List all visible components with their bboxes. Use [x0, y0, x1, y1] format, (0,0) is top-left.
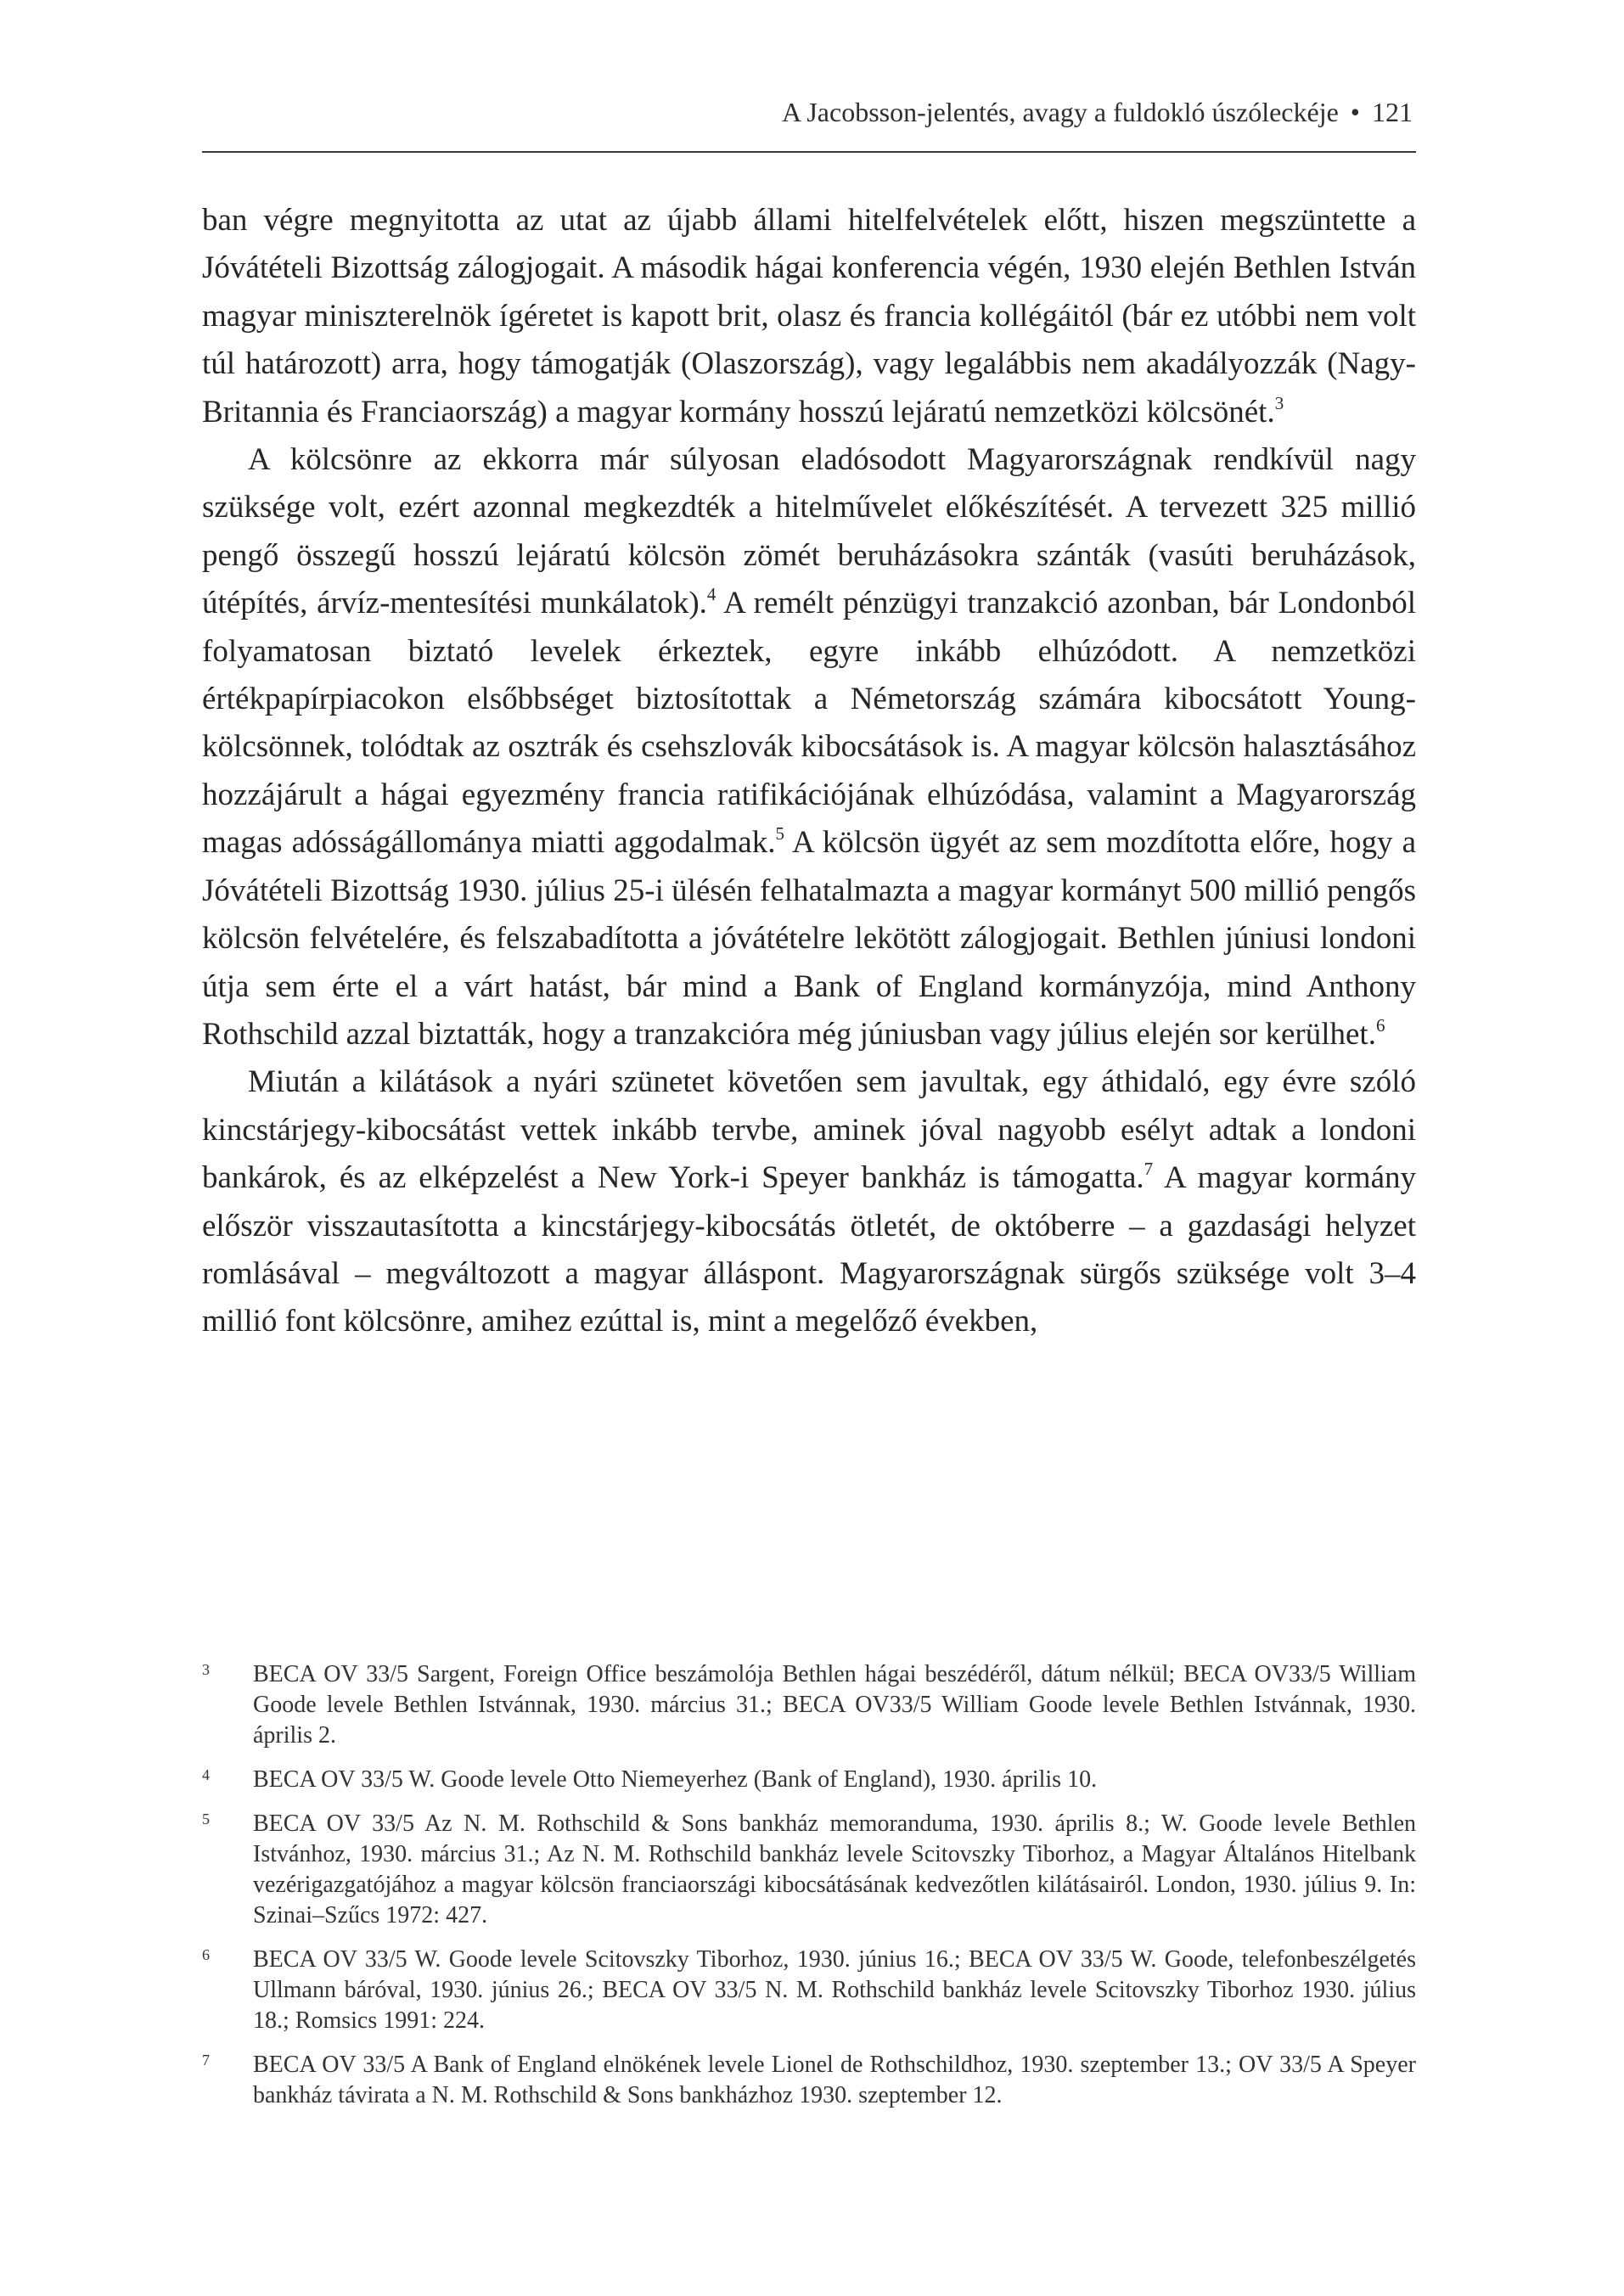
footnote-number: 4: [202, 1766, 210, 1783]
running-title: A Jacobsson-jelentés, avagy a fuldokló úszóleckéje: [782, 97, 1339, 127]
footnote-text: BECA OV 33/5 A Bank of England elnökének levele Lionel de Rothschildhoz, 1930. szeptember 13.; OV 33/5 A Speyer bankház távirata a N. M. Rothschild & Sons bankházhoz 1930. szeptember 12.: [253, 2052, 1416, 2108]
footnote: [202, 1809, 1416, 1931]
paragraph-text: A kölcsön ügyét az sem mozdította előre, hogy a Jóvátételi Bizottság 1930. július 25-i ülésén felhatalmazta a magyar kormányt 500 millió pengős kölcsön felvételére, és felszabadította a jóvátételre lekötött zálogjogait. Bethlen júniusi londoni útja sem érte el a várt hatást, bár mind a Bank of England kormányzója, mind Anthony Rothschild azzal biztatták, hogy a tranzakcióra még júniusban vagy július elején sor kerülhet.: [202, 825, 1417, 1052]
paragraph-3: [202, 1058, 1416, 1345]
main-text: [202, 197, 1416, 1346]
footnote: [202, 1945, 1416, 2036]
paragraph-text: A kölcsönre az ekkorra már súlyosan eladósodott Magyarországnak rendkívül nagy szüksége volt, ezért azonnal megkezdték a hitelművelet előkészítését. A tervezett 325 millió pengő összegű hosszú lejáratú kölcsön zömét beruházásokra szánták (vasúti beruházások, útépítés, árvíz-mentesítési munkálatok).: [202, 442, 1416, 621]
footnote-text: BECA OV 33/5 Sargent, Foreign Office beszámolója Bethlen hágai beszédéről, dátum nélkül; BECA OV33/5 William Goode levele Bethlen Istvánnak, 1930. március 31.; BECA OV33/5 William Goode levele Bethlen Istvánnak, 1930. április 2.: [253, 1661, 1416, 1749]
footnote: [202, 1659, 1416, 1751]
footnote-number: 6: [202, 1946, 210, 1963]
footnote-text: BECA OV 33/5 W. Goode levele Otto Niemeyerhez (Bank of England), 1930. április 10.: [253, 1766, 1098, 1793]
footnote-ref-4[interactable]: 4: [706, 584, 716, 605]
footnote-ref-7[interactable]: 7: [1144, 1159, 1154, 1180]
footnote: [202, 2050, 1416, 2111]
footnote-number: 7: [202, 2052, 210, 2069]
footnote-text: BECA OV 33/5 Az N. M. Rothschild & Sons bankház memoranduma, 1930. április 8.; W. Goode levele Bethlen Istvánhoz, 1930. március 31.; Az N. M. Rothschild bankház levele Scitovszky Tiborhoz, a Magyar Általános Hitelbank vezérigazgatójához a magyar kölcsön franciaországi kibocsátásának kedvezőtlen kilátásairól. London, 1930. július 9. In: Szinai–Szűcs 1972: 427.: [253, 1810, 1416, 1928]
footnote-number: 5: [202, 1810, 210, 1827]
footnote: [202, 1765, 1416, 1795]
footnote-text: BECA OV 33/5 W. Goode levele Scitovszky Tiborhoz, 1930. június 16.; BECA OV 33/5 W. Goode, telefonbeszélgetés Ullmann báróval, 1930. június 26.; BECA OV 33/5 N. M. Rothschild bankház levele Scitovszky Tiborhoz 1930. július 18.; Romsics 1991: 224.: [253, 1946, 1416, 2034]
footnote-number: 3: [202, 1661, 210, 1678]
paragraph-text: A remélt pénzügyi tranzakció azonban, bár Londonból folyamatosan biztató levelek érkeztek, egyre inkább elhúzódott. A nemzetközi értékpapírpiacokon elsőbbséget biztosítottak a Németország számára kibocsátott Young-kölcsönnek, tolódtak az osztrák és csehszlovák kibocsátások is. A magyar kölcsön halasztásához hozzájárult a hágai egyezmény francia ratifikációjának elhúzódása, valamint a Magyarország magas adósságállománya miatti aggodalmak.: [202, 586, 1416, 861]
paragraph-text: Miután a kilátások a nyári szünetet követően sem javultak, egy áthidaló, egy évre szóló kincstárjegy-kibocsátást vettek inkább tervbe, aminek jóval nagyobb esélyt adtak a londoni bankárok, és az elképzelést a New York-i Speyer bankház is támogatta.: [202, 1064, 1416, 1196]
paragraph-1: [202, 197, 1416, 436]
paragraph-text: ban végre megnyitotta az utat az újabb állami hitelfelvételek előtt, hiszen megszüntette a Jóvátételi Bizottság zálogjogait. A második hágai konferencia végén, 1930 elején Bethlen István magyar miniszterelnök ígéretet is kapott brit, olasz és francia kollégáitól (bár ez utóbbi nem volt túl határozott) arra, hogy támogatják (Olaszország), vagy legalábbis nem akadályozzák (Nagy-Britannia és Franciaország) a magyar kormány hosszú lejáratú nemzetközi kölcsönét.: [202, 203, 1416, 429]
footnote-ref-6[interactable]: 6: [1375, 1014, 1385, 1036]
header-line: [782, 97, 1413, 128]
paragraph-2: [202, 436, 1416, 1058]
paragraph-text: A magyar kormány először visszautasította a kincstárjegy-kibocsátás ötletét, de októberre – a gazdasági helyzet romlásával – megváltozott a magyar álláspont. Magyarországnak sürgős szüksége volt 3–4 millió font kölcsönre, amihez ezúttal is, mint a megelőző években,: [202, 1160, 1416, 1339]
footnote-ref-3[interactable]: 3: [1274, 392, 1284, 413]
footnotes: [202, 1659, 1416, 2125]
running-header: [202, 92, 1416, 153]
footnote-ref-5[interactable]: 5: [775, 823, 784, 845]
header-separator: •: [1350, 97, 1360, 127]
page-number: 121: [1372, 97, 1413, 127]
